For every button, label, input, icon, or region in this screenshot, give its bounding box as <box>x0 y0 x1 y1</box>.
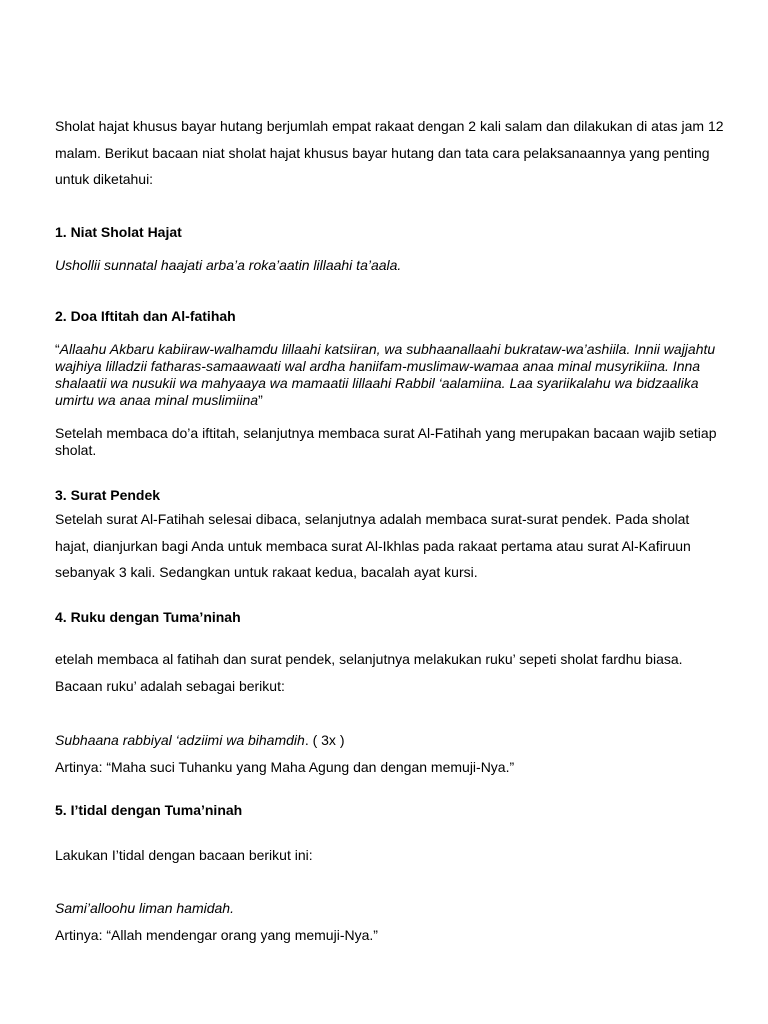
after-iftitah-paragraph: Setelah membaca do’a iftitah, selanjutnya membaca surat Al-Fatihah yang merupakan bacaan wajib setiap sholat. <box>55 425 717 458</box>
heading-surat-pendek: 3. Surat Pendek <box>55 487 161 503</box>
niat-text <box>55 256 725 274</box>
quote-open: “ <box>55 341 60 357</box>
heading-itidal: 5. I’tidal dengan Tuma’ninah <box>55 802 243 818</box>
doa-iftitah-paragraph <box>55 341 725 409</box>
ruku-bacaan-count: . ( 3x ) <box>304 732 345 748</box>
ruku-bacaan <box>55 731 725 749</box>
ruku-paragraph: etelah membaca al fatihah dan surat pendek, selanjutnya melakukan ruku’ sepeti sholat fardhu biasa. Bacaan ruku’ adalah sebagai berikut: <box>55 651 683 694</box>
heading-niat-sholat-hajat: 1. Niat Sholat Hajat <box>55 224 182 240</box>
doa-iftitah-transliteration: Allaahu Akbaru kabiiraw-walhamdu lillaahi katsiiran, wa subhaanallaahi bukrataw-wa’ashiila. Innii wajjahtu wajhiya lilladzii fatharas-samaawaati wal ardha haniifam-muslimaw-wamaa anaa minal musyrikiina. Inna shalaatii wa nusukii wa mahyaaya wa mamaatii lillaahi Rabbil ‘aalamiina. Laa syariikalahu wa bidzaalika umirtu wa anaa minal muslimiina <box>55 341 716 408</box>
itidal-bacaan-transliteration: Sami’alloohu liman hamidah. <box>55 900 234 916</box>
heading-doa-iftitah: 2. Doa Iftitah dan Al-fatihah <box>55 308 236 324</box>
itidal-paragraph: Lakukan I’tidal dengan bacaan berikut ini: <box>55 847 313 863</box>
heading-ruku: 4. Ruku dengan Tuma’ninah <box>55 609 241 625</box>
ruku-artinya: Artinya: “Maha suci Tuhanku yang Maha Agung dan dengan memuji-Nya.” <box>55 759 515 775</box>
itidal-artinya: Artinya: “Allah mendengar orang yang memuji-Nya.” <box>55 927 378 943</box>
quote-close: ” <box>258 392 263 408</box>
ruku-bacaan-transliteration: Subhaana rabbiyal ‘adziimi wa bihamdih <box>55 732 305 748</box>
surat-pendek-paragraph: Setelah surat Al-Fatihah selesai dibaca, selanjutnya adalah membaca surat-surat pendek. Pada sholat hajat, dianjurkan bagi Anda untuk membaca surat Al-Ikhlas pada rakaat pertama atau surat Al-Kafiruun sebanyak 3 kali. Sedangkan untuk rakaat kedua, bacalah ayat kursi. <box>55 511 691 580</box>
intro-paragraph: Sholat hajat khusus bayar hutang berjumlah empat rakaat dengan 2 kali salam dan dilakukan di atas jam 12 malam. Berikut bacaan niat sholat hajat khusus bayar hutang dan tata cara pelaksanaannya yang penting untuk diketahui: <box>55 118 724 187</box>
niat-arabic-transliteration: Ushollii sunnatal haajati arba’a roka’aatin lillaahi ta’aala. <box>55 257 402 273</box>
itidal-bacaan <box>55 899 725 917</box>
